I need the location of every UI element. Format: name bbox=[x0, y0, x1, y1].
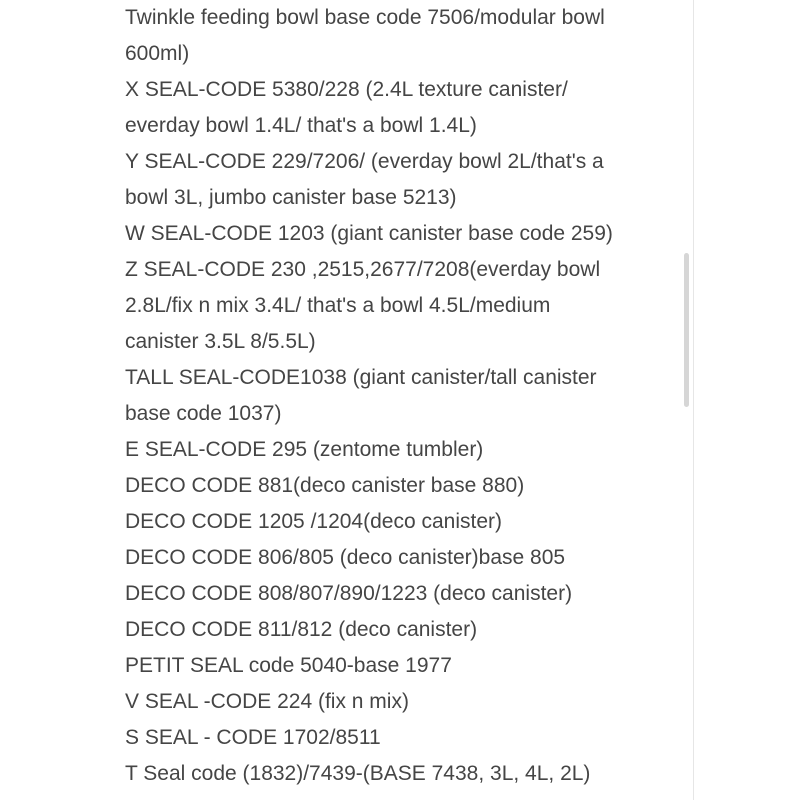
text-line: DECO CODE 808/807/890/1223 (deco canister) bbox=[125, 582, 573, 605]
seal-code-list bbox=[125, 0, 685, 792]
scrollbar-thumb[interactable] bbox=[684, 253, 689, 407]
text-line: DECO CODE 881(deco canister base 880) bbox=[125, 474, 525, 497]
text-line: V SEAL -CODE 224 (fix n mix) bbox=[125, 690, 409, 713]
text-line: Y SEAL-CODE 229/7206/ (everday bowl 2L/that's a bbox=[125, 150, 604, 173]
text-line: E SEAL-CODE 295 (zentome tumbler) bbox=[125, 438, 484, 461]
text-line: everday bowl 1.4L/ that's a bowl 1.4L) bbox=[125, 114, 477, 137]
text-line: canister 3.5L 8/5.5L) bbox=[125, 330, 316, 353]
text-line: Z SEAL-CODE 230 ,2515,2677/7208(everday bowl bbox=[125, 258, 601, 281]
text-line: DECO CODE 806/805 (deco canister)base 805 bbox=[125, 546, 566, 569]
text-line: TALL SEAL-CODE1038 (giant canister/tall canister bbox=[125, 366, 597, 389]
text-line: T Seal code (1832)/7439-(BASE 7438, 3L, 4L, 2L) bbox=[125, 762, 591, 785]
text-line: W SEAL-CODE 1203 (giant canister base code 259) bbox=[125, 222, 613, 245]
text-line: 2.8L/fix n mix 3.4L/ that's a bowl 4.5L/medium bbox=[125, 294, 551, 317]
text-line: DECO CODE 1205 /1204(deco canister) bbox=[125, 510, 503, 533]
text-line: DECO CODE 811/812 (deco canister) bbox=[125, 618, 478, 641]
text-line: S SEAL - CODE 1702/8511 bbox=[125, 726, 381, 749]
text-line: Twinkle feeding bowl base code 7506/modular bowl bbox=[125, 6, 605, 29]
text-line: PETIT SEAL code 5040-base 1977 bbox=[125, 654, 452, 677]
text-line: bowl 3L, jumbo canister base 5213) bbox=[125, 186, 457, 209]
vertical-divider bbox=[693, 0, 694, 800]
text-line: 600ml) bbox=[125, 42, 190, 65]
text-line: X SEAL-CODE 5380/228 (2.4L texture canister/ bbox=[125, 78, 568, 101]
text-line: base code 1037) bbox=[125, 402, 282, 425]
